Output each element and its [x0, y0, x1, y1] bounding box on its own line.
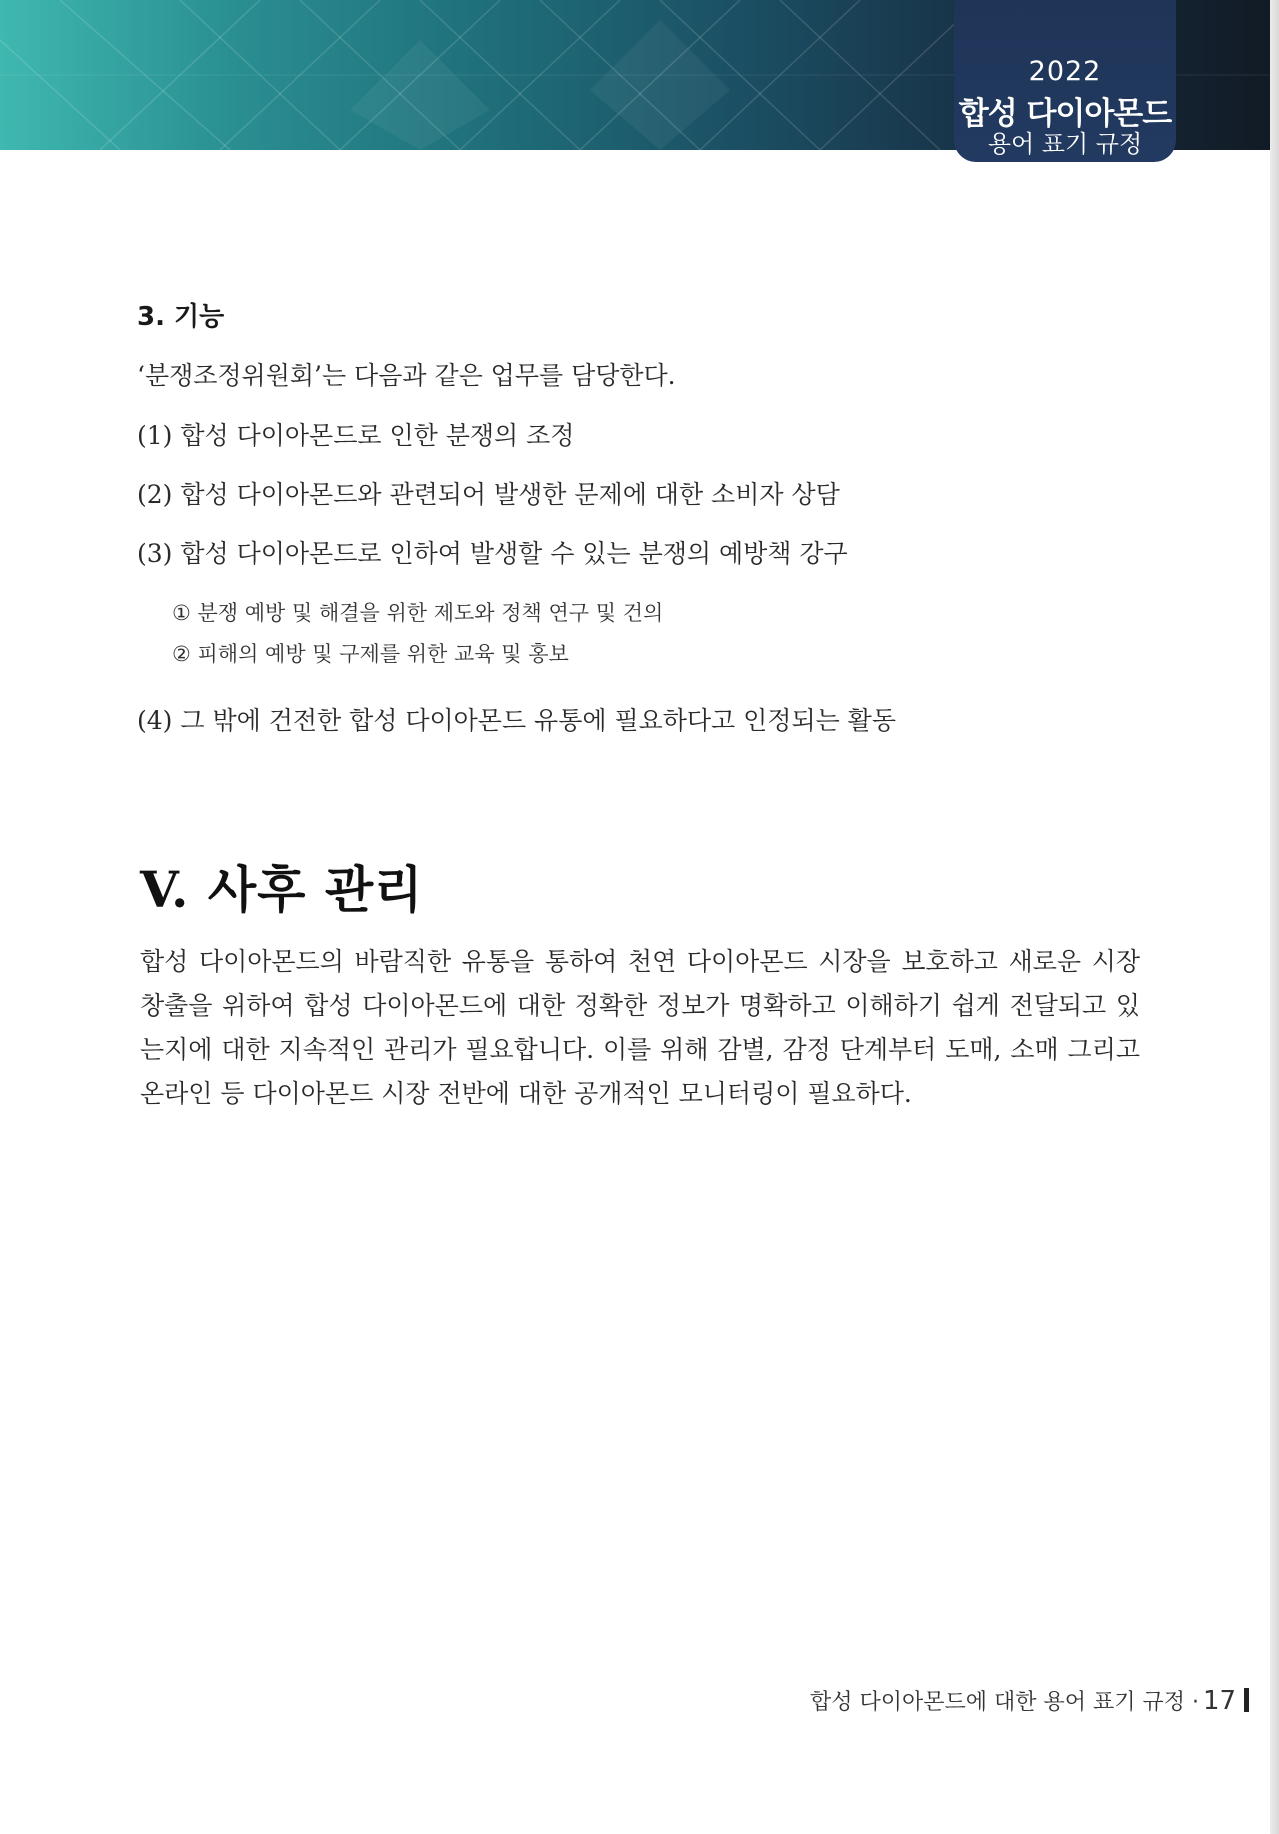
footer-bar — [1244, 1688, 1249, 1712]
header-badge — [954, 0, 1176, 162]
sub-list-item: ② 피해의 예방 및 구제를 위한 교육 및 홍보 — [172, 642, 569, 666]
footer-text: 합성 다이아몬드에 대한 용어 표기 규정 · — [810, 1690, 1199, 1715]
badge-title: 합성 다이아몬드 — [958, 96, 1172, 132]
page-edge — [1270, 0, 1279, 1834]
list-item: (1) 합성 다이아몬드로 인한 분쟁의 조정 — [137, 421, 575, 450]
section-heading: 3. 기능 — [137, 302, 225, 332]
page-footer — [810, 1685, 1249, 1716]
page-number: 17 — [1203, 1686, 1237, 1716]
badge-subtitle: 용어 표기 규정 — [987, 130, 1143, 158]
sub-list-item: ① 분쟁 예방 및 해결을 위한 제도와 정책 연구 및 건의 — [172, 601, 664, 625]
list-item: (3) 합성 다이아몬드로 인하여 발생할 수 있는 분쟁의 예방책 강구 — [137, 539, 848, 568]
badge-year: 2022 — [1028, 56, 1102, 87]
list-item: (4) 그 밖에 건전한 합성 다이아몬드 유통에 필요하다고 인정되는 활동 — [137, 706, 896, 735]
chapter-paragraph: 합성 다이아몬드의 바람직한 유통을 통하여 천연 다이아몬드 시장을 보호하고 새로운 시장 창출을 위하여 합성 다이아몬드에 대한 정확한 정보가 명확하고 이해하기 쉽게 전달되고 있는지에 대한 지속적인 관리가 필요합니다. 이를 위해 감별, 감정 단계부터 도매, 소매 그리고 온라인 등 다이아몬드 시장 전반에 대한 공개적인 모니터링이 필요하다. — [140, 947, 1140, 1108]
chapter-title: V. 사후 관리 — [140, 860, 424, 919]
list-item: (2) 합성 다이아몬드와 관련되어 발생한 문제에 대한 소비자 상담 — [137, 480, 840, 509]
section-intro: ‘분쟁조정위원회’는 다음과 같은 업무를 담당한다. — [137, 361, 676, 390]
